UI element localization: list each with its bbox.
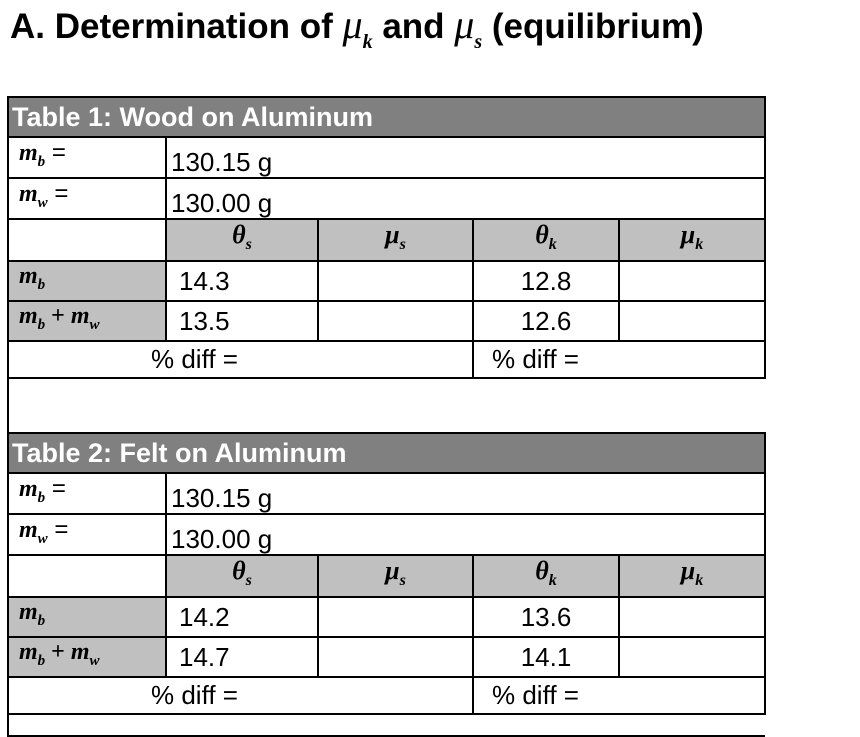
table-gap xyxy=(8,378,765,434)
pct-diff-kinetic-label: % diff = xyxy=(492,343,579,374)
mu-k-cell xyxy=(619,261,765,301)
mb-value: 130.15 g xyxy=(166,137,765,178)
title-suffix: (equilibrium) xyxy=(482,7,704,46)
pct-diff-kinetic xyxy=(473,341,765,378)
mu-s-symbol: μ xyxy=(454,2,475,47)
header-theta-s: $\theta_s$ xyxy=(166,555,318,597)
mu-s-cell xyxy=(318,637,473,677)
pct-diff-kinetic-label: % diff = xyxy=(492,679,579,710)
theta-k-cell: 14.1 xyxy=(473,637,619,677)
row-label-mb-plus-mw: $m_b + m_w$ xyxy=(8,637,166,677)
theta-k-cell: 12.8 xyxy=(473,261,619,301)
mu-k-cell xyxy=(619,301,765,341)
mu-k-cell xyxy=(619,597,765,637)
theta-s-cell: 14.7 xyxy=(166,637,318,677)
mb-value: 130.15 g xyxy=(166,473,765,514)
mw-label: $m_w$ = xyxy=(8,514,166,555)
row-label-mb-plus-mw: $m_b + m_w$ xyxy=(8,301,166,341)
title-prefix: A. Determination of xyxy=(10,7,343,46)
header-mu-s: $\mu_s$ xyxy=(318,555,473,597)
table-wood-on-aluminum xyxy=(7,96,766,435)
header-mu-k: $\mu_k$ xyxy=(619,555,765,597)
row-label-mb: $m_b$ xyxy=(8,597,166,637)
mu-s-cell xyxy=(318,261,473,301)
mu-s-subscript: s xyxy=(474,31,483,53)
mb-label: $m_b$ = xyxy=(8,137,166,178)
theta-k-cell: 12.6 xyxy=(473,301,619,341)
theta-s-cell: 14.2 xyxy=(166,597,318,637)
header-blank xyxy=(8,219,166,261)
pct-diff-static xyxy=(8,341,473,378)
table-title: Table 1: Wood on Aluminum xyxy=(8,97,765,137)
header-blank xyxy=(8,555,166,597)
mw-value: 130.00 g xyxy=(166,178,765,219)
header-mu-k: $\mu_k$ xyxy=(619,219,765,261)
pct-diff-kinetic xyxy=(473,677,765,714)
mw-value: 130.00 g xyxy=(166,514,765,555)
table-felt-on-aluminum xyxy=(7,432,766,737)
table-row xyxy=(8,597,765,637)
mw-label: $m_w$ = xyxy=(8,178,166,219)
header-theta-s: $\theta_s$ xyxy=(166,219,318,261)
pct-diff-static-label: % diff = xyxy=(151,343,238,374)
mu-k-subscript: k xyxy=(362,31,373,53)
theta-s-cell: 14.3 xyxy=(166,261,318,301)
table-row xyxy=(8,301,765,341)
mu-k-symbol: μ xyxy=(342,2,363,47)
table-row xyxy=(8,637,765,677)
mu-s-cell xyxy=(318,301,473,341)
title-and: and xyxy=(372,7,455,46)
header-theta-k: $\theta_k$ xyxy=(473,219,619,261)
mu-s-cell xyxy=(318,597,473,637)
page-title xyxy=(10,0,855,53)
pct-diff-static-label: % diff = xyxy=(151,679,238,710)
theta-s-cell: 13.5 xyxy=(166,301,318,341)
table-title: Table 2: Felt on Aluminum xyxy=(8,433,765,473)
pct-diff-static xyxy=(8,677,473,714)
table-gap xyxy=(8,714,765,736)
row-label-mb: $m_b$ xyxy=(8,261,166,301)
table-row xyxy=(8,261,765,301)
mu-k-cell xyxy=(619,637,765,677)
header-mu-s: $\mu_s$ xyxy=(318,219,473,261)
header-theta-k: $\theta_k$ xyxy=(473,555,619,597)
mb-label: $m_b$ = xyxy=(8,473,166,514)
theta-k-cell: 13.6 xyxy=(473,597,619,637)
